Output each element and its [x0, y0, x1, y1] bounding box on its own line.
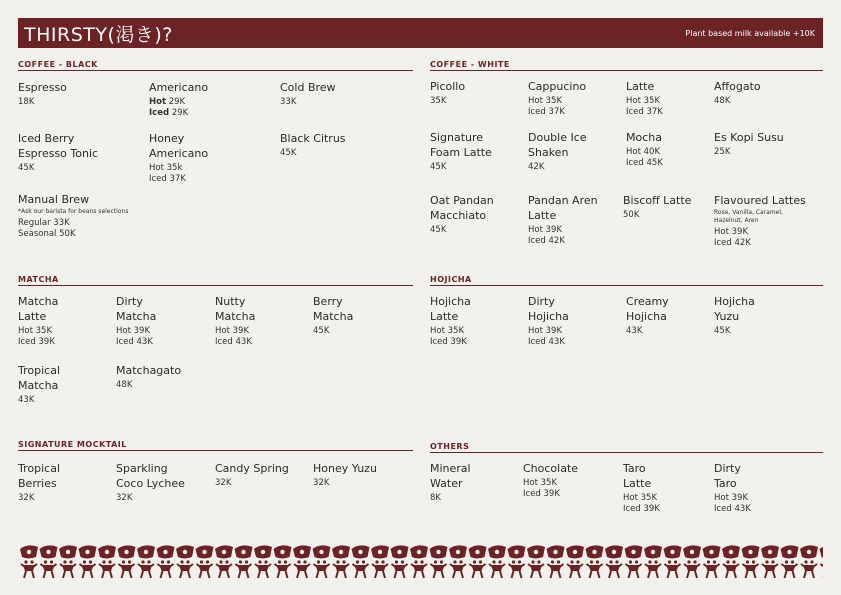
item-name-2: Matcha: [313, 310, 354, 323]
item-name-2: Water: [430, 477, 463, 490]
item-tropical-berries: [18, 461, 60, 504]
item-price: 33K: [280, 97, 297, 107]
item-name: Black Citrus: [280, 132, 346, 145]
item-price-hot: Hot 39K: [528, 225, 563, 235]
section-title: HOJICHA: [430, 275, 823, 286]
item-price-hot: Hot 35K: [528, 96, 563, 106]
item-name: Latte: [626, 80, 655, 93]
item-price: 45K: [430, 225, 447, 235]
item-price-iced: Iced 42K: [714, 238, 751, 248]
item-name: Espresso: [18, 81, 67, 94]
item-name-2: Foam Latte: [430, 146, 492, 159]
section-title: SIGNATURE MOCKTAIL: [18, 440, 413, 451]
section-signature-mocktail: [18, 440, 413, 510]
section-title: COFFEE - BLACK: [18, 60, 413, 71]
item-price-iced: [149, 108, 208, 119]
item-name-2: Latte: [528, 209, 557, 222]
item-name: Signature: [430, 131, 484, 144]
mascot-icon: [118, 545, 136, 578]
item-name: Es Kopi Susu: [714, 131, 784, 144]
section-others: [430, 442, 823, 522]
menu-header: [18, 18, 823, 48]
item-desc-2: Hazelnut, Aren: [714, 217, 759, 224]
item-name: Americano: [149, 81, 209, 94]
mascot-icon: [215, 545, 233, 578]
item-name: Biscoff Latte: [623, 194, 692, 207]
item-price: 32K: [313, 478, 330, 488]
item-name-2: Macchiato: [430, 209, 487, 222]
mascot-icon: [371, 545, 389, 578]
item-name: Tropical: [18, 462, 60, 475]
item-espresso: [18, 80, 67, 108]
item-name-2: Matcha: [18, 379, 59, 392]
mascot-icon: [313, 545, 331, 578]
item-biscoff-latte: [623, 193, 691, 221]
mascot-icon: [157, 545, 175, 578]
item-price-iced: Iced 45K: [626, 158, 663, 168]
item-cappucino: [528, 79, 586, 118]
mascot-icon: [79, 545, 97, 578]
mascot-icon: [742, 545, 760, 578]
item-cold-brew: [280, 80, 336, 108]
item-name-2: Taro: [714, 477, 737, 490]
mascot-icon: [527, 545, 545, 578]
item-matchagato: [116, 363, 181, 391]
item-price-iced: Iced 37K: [149, 174, 186, 184]
item-double-ice-shaken: [528, 130, 587, 173]
item-name: Honey Yuzu: [313, 462, 377, 475]
section-coffee-white: [430, 60, 823, 255]
item-price-hot: Hot 39K: [714, 493, 749, 503]
mascot-icon: [332, 545, 350, 578]
item-price-iced: Iced 39K: [430, 337, 467, 347]
item-name: Affogato: [714, 80, 761, 93]
item-price-iced: Iced 42K: [528, 236, 565, 246]
item-tropical-matcha: [18, 363, 60, 406]
item-black-citrus: [280, 131, 346, 159]
item-name-2: Hojicha: [528, 310, 569, 323]
item-price-iced: Iced 43K: [116, 337, 153, 347]
item-price: 50K: [623, 210, 640, 220]
mascot-icon: [176, 545, 194, 578]
item-name-2: Coco Lychee: [116, 477, 185, 490]
item-berry-matcha: [313, 294, 353, 337]
section-title: OTHERS: [430, 442, 823, 453]
item-price: 48K: [116, 380, 133, 390]
item-price: 32K: [215, 478, 232, 488]
item-matcha-latte: [18, 294, 58, 348]
item-flavoured-lattes: [714, 193, 806, 249]
item-name: Candy Spring: [215, 462, 289, 475]
menu-title: THIRSTY(渇き)?: [24, 23, 173, 46]
item-price: 32K: [116, 493, 133, 503]
mascot-icon: [761, 545, 779, 578]
item-price: 45K: [430, 162, 447, 172]
item-name: Cold Brew: [280, 81, 336, 94]
item-name: Tropical: [18, 364, 60, 377]
item-name: Nutty: [215, 295, 246, 308]
item-price-iced: Iced 43K: [215, 337, 252, 347]
item-name-2: Espresso Tonic: [18, 147, 99, 160]
item-price-hot: Hot 35K: [623, 493, 658, 503]
item-dirty-taro: [714, 461, 751, 515]
item-price-hot: Hot 35K: [626, 96, 661, 106]
section-title: COFFEE - WHITE: [430, 60, 823, 71]
item-hojicha-latte: [430, 294, 471, 348]
item-name-2: Hojicha: [626, 310, 667, 323]
item-name-2: Berries: [18, 477, 57, 490]
mascot-icon: [800, 545, 818, 578]
mascot-icon: [196, 545, 214, 578]
item-name: Flavoured Lattes: [714, 194, 806, 207]
item-name: Pandan Aren: [528, 194, 598, 207]
section-hojicha: [430, 275, 823, 355]
iced-label: Iced: [149, 108, 170, 118]
item-name: Cappucino: [528, 80, 587, 93]
hot-label: Hot: [149, 97, 167, 107]
character-mascot-pattern-icon: [18, 543, 823, 579]
item-candy-spring: [215, 461, 289, 489]
item-price-hot: [149, 97, 208, 108]
mascot-icon: [781, 545, 799, 578]
item-price-seasonal: Seasonal 50K: [18, 229, 76, 239]
item-name: Dirty: [116, 295, 143, 308]
item-name: Matchagato: [116, 364, 182, 377]
item-price-iced: Iced 37K: [626, 107, 663, 117]
mascot-icon: [449, 545, 467, 578]
item-name-2: Matcha: [215, 310, 256, 323]
iced-price: 29K: [171, 108, 189, 118]
item-price-hot: Hot 39K: [528, 326, 563, 336]
item-name: Picollo: [430, 80, 466, 93]
item-latte: [626, 79, 663, 118]
item-es-kopi-susu: [714, 130, 784, 158]
item-signature-foam-latte: [430, 130, 492, 173]
item-dirty-hojicha: [528, 294, 569, 348]
mascot-icon: [274, 545, 292, 578]
item-desc: Rose, Vanilla, Caramel,: [714, 209, 783, 216]
item-price-hot: Hot 39K: [116, 326, 151, 336]
item-name-2: Latte: [430, 310, 459, 323]
item-price-hot: Hot 39K: [215, 326, 250, 336]
item-name: Dirty: [528, 295, 555, 308]
item-name: Manual Brew: [18, 193, 90, 206]
item-price-iced: Iced 43K: [714, 504, 751, 514]
item-name: Mocha: [626, 131, 662, 144]
item-price: 42K: [528, 162, 545, 172]
item-name: Iced Berry: [18, 132, 75, 145]
section-matcha: [18, 275, 413, 415]
item-mocha: [626, 130, 663, 169]
item-oat-pandan-macchiato: [430, 193, 494, 236]
item-creamy-hojicha: [626, 294, 669, 337]
plant-milk-note: Plant based milk available +10K: [685, 28, 815, 38]
item-price: 8K: [430, 493, 441, 503]
mascot-icon: [59, 545, 77, 578]
item-name: Dirty: [714, 462, 741, 475]
item-americano: [149, 80, 208, 119]
item-iced-berry: [18, 131, 98, 174]
item-honey-americano: [149, 131, 208, 185]
item-price-regular: Regular 33K: [18, 218, 70, 228]
item-manual-brew: [18, 192, 128, 240]
item-price: 35K: [430, 96, 447, 106]
mascot-icon: [703, 545, 721, 578]
item-name: Matcha: [18, 295, 59, 308]
mascot-row: [20, 545, 823, 578]
item-sparkling-coco-lychee: [116, 461, 185, 504]
item-price-iced: Iced 43K: [528, 337, 565, 347]
item-hojicha-yuzu: [714, 294, 755, 337]
item-name-2: Latte: [623, 477, 652, 490]
item-name-2: Matcha: [116, 310, 157, 323]
hot-price: 29K: [168, 97, 186, 107]
mascot-icon: [469, 545, 487, 578]
item-honey-yuzu: [313, 461, 377, 489]
mascot-icon: [254, 545, 272, 578]
item-price-hot: Hot 35K: [430, 326, 465, 336]
item-price: 45K: [714, 326, 731, 336]
item-affogato: [714, 79, 761, 107]
mascot-icon: [20, 545, 38, 578]
mascot-icon: [235, 545, 253, 578]
item-price-iced: Iced 39K: [623, 504, 660, 514]
item-price-hot: Hot 39K: [714, 227, 749, 237]
item-price: 48K: [714, 96, 731, 106]
item-name: Sparkling: [116, 462, 168, 475]
item-price: 43K: [626, 326, 643, 336]
item-name-2: Latte: [18, 310, 47, 323]
item-mineral-water: [430, 461, 471, 504]
mascot-icon: [566, 545, 584, 578]
mascot-icon: [352, 545, 370, 578]
item-name-2: Yuzu: [714, 310, 740, 323]
item-name: Berry: [313, 295, 343, 308]
item-name: Creamy: [626, 295, 669, 308]
mascot-icon: [547, 545, 565, 578]
mascot-icon: [683, 545, 701, 578]
item-dirty-matcha: [116, 294, 156, 348]
item-price: 45K: [280, 148, 297, 158]
item-price: 45K: [18, 163, 35, 173]
section-coffee-black: [18, 60, 413, 250]
mascot-icon: [293, 545, 311, 578]
item-price: 45K: [313, 326, 330, 336]
item-name: Honey: [149, 132, 185, 145]
mascot-pattern-svg: [18, 543, 823, 579]
item-picollo: [430, 79, 465, 107]
item-chocolate: [523, 461, 578, 500]
item-price: 25K: [714, 147, 731, 157]
mascot-icon: [722, 545, 740, 578]
item-name-2: Americano: [149, 147, 209, 160]
item-price-iced: Iced 39K: [523, 489, 560, 499]
item-price-iced: Iced 39K: [18, 337, 55, 347]
item-pandan-aren-latte: [528, 193, 598, 247]
mascot-icon: [40, 545, 58, 578]
item-desc: *Ask our barista for beans selections: [18, 208, 129, 215]
item-price-iced: Iced 37K: [528, 107, 565, 117]
item-price: 18K: [18, 97, 35, 107]
item-name: Hojicha: [430, 295, 471, 308]
item-price-hot: Hot 35K: [18, 326, 53, 336]
item-name-2: Shaken: [528, 146, 569, 159]
mascot-icon: [410, 545, 428, 578]
mascot-icon: [586, 545, 604, 578]
mascot-icon: [820, 545, 824, 578]
mascot-icon: [137, 545, 155, 578]
item-taro-latte: [623, 461, 660, 515]
section-title: MATCHA: [18, 275, 413, 286]
item-price: 32K: [18, 493, 35, 503]
item-name: Mineral: [430, 462, 471, 475]
item-name: Taro: [623, 462, 646, 475]
item-price-hot: Hot 35k: [149, 163, 183, 173]
item-name: Double Ice: [528, 131, 587, 144]
mascot-icon: [644, 545, 662, 578]
item-name: Chocolate: [523, 462, 579, 475]
mascot-icon: [430, 545, 448, 578]
mascot-icon: [488, 545, 506, 578]
mascot-icon: [664, 545, 682, 578]
item-name: Hojicha: [714, 295, 755, 308]
item-price-hot: Hot 40K: [626, 147, 661, 157]
mascot-icon: [625, 545, 643, 578]
mascot-icon: [391, 545, 409, 578]
item-price-hot: Hot 35K: [523, 478, 558, 488]
item-nutty-matcha: [215, 294, 255, 348]
mascot-icon: [508, 545, 526, 578]
item-price: 43K: [18, 395, 35, 405]
mascot-icon: [605, 545, 623, 578]
mascot-icon: [98, 545, 116, 578]
item-name: Oat Pandan: [430, 194, 494, 207]
